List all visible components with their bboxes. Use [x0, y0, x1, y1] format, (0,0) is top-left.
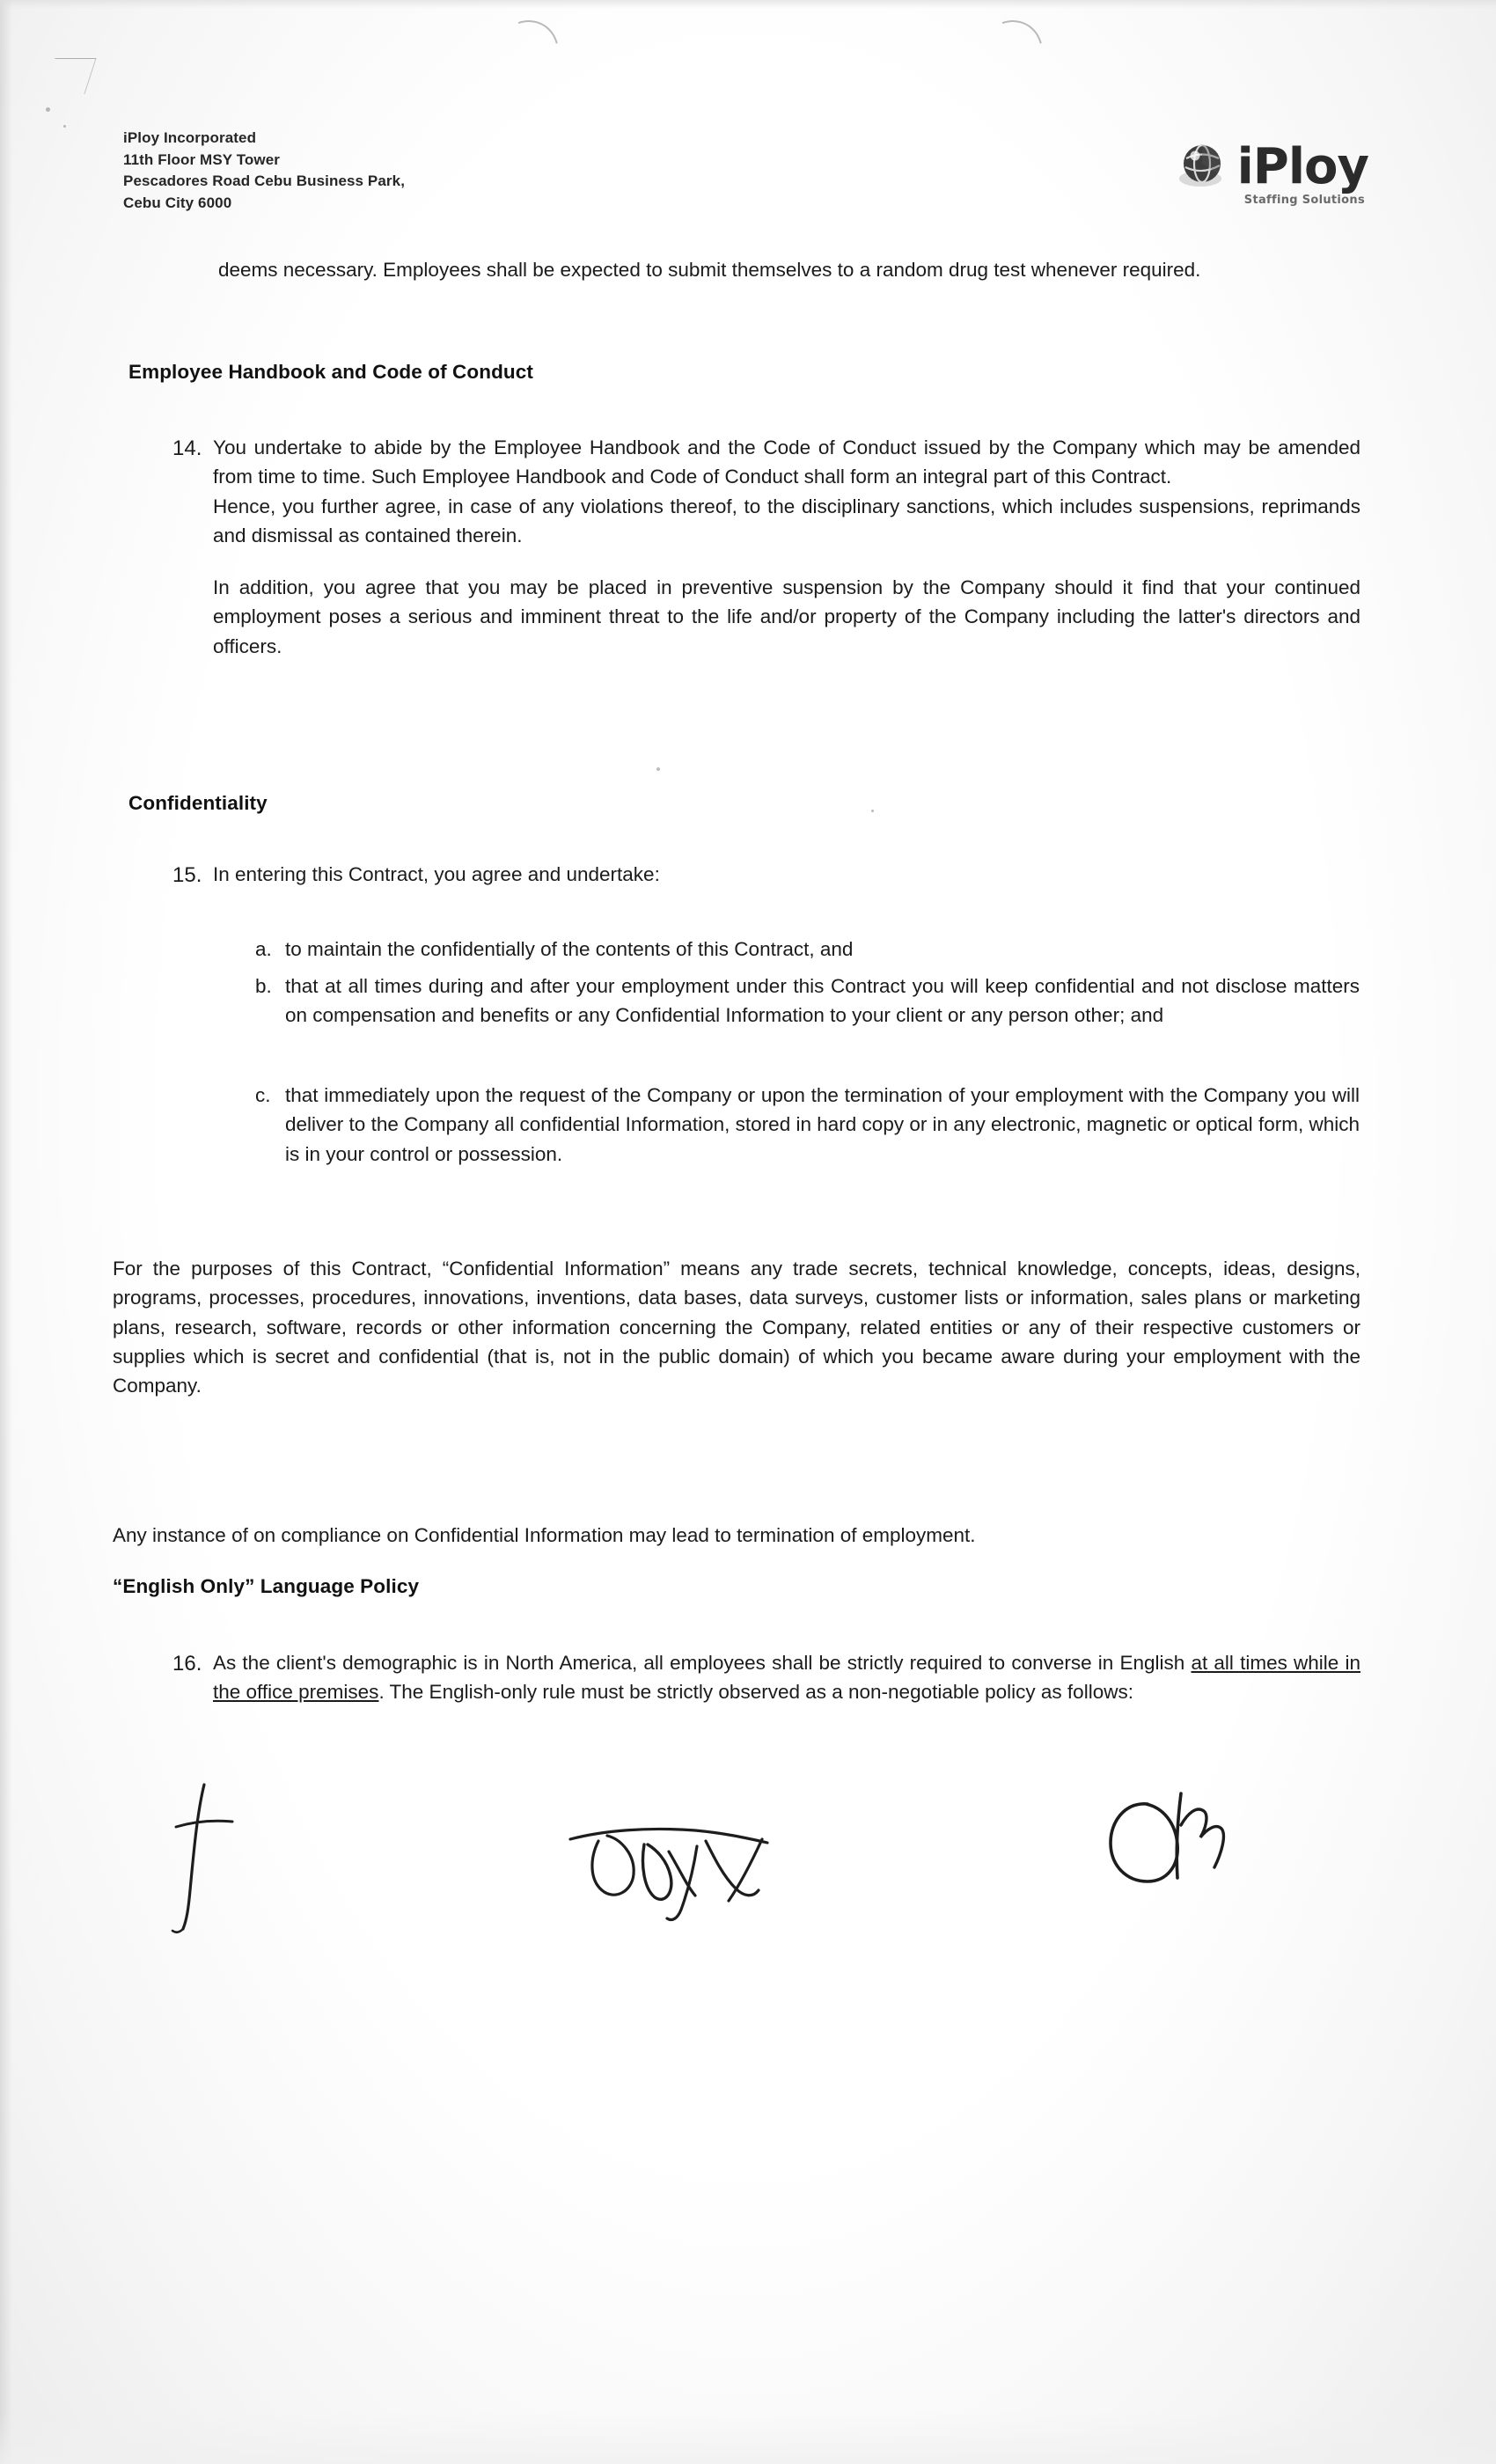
- paragraph-text: For the purposes of this Contract, “Confidential Information” means any trade secrets, technical knowledge, concepts, ideas, designs, programs, processes, procedures, innovations, inventions, data bases, data surveys, customer lists or information, sales plans or marketing plans, research, software, records or other information concerning the Company, related entities or any of their respective customers or supplies which is secret and confidential (that is, not in the public domain) of which you became aware during your employment with the Company.: [113, 1258, 1360, 1397]
- letterhead-line-3: Pescadores Road Cebu Business Park,: [123, 172, 406, 190]
- paragraph-text: to maintain the confidentially of the contents of this Contract, and: [285, 938, 854, 960]
- section-heading-english-only: “English Only” Language Policy: [113, 1575, 420, 1597]
- non-compliance-paragraph: [113, 1521, 1360, 1550]
- paragraph-text: Hence, you further agree, in case of any violations thereof, to the disciplinary sanctions, which includes suspensions, reprimands and dismissal as contained therein.: [213, 495, 1360, 546]
- pencil-arc-artifact: [480, 9, 572, 105]
- section-heading-confidentiality: Confidentiality: [128, 792, 268, 814]
- letterhead-line-4: Cebu City 6000: [123, 194, 232, 211]
- paragraph-text: In addition, you agree that you may be placed in preventive suspension by the Company should it find that your continued employment poses a serious and imminent threat to the life and/or property of the Company including the latter's directors and officers.: [213, 576, 1360, 657]
- paragraph-text: Any instance of on compliance on Confidential Information may lead to termination of employment.: [113, 1524, 976, 1546]
- sub-list-marker: c.: [255, 1084, 271, 1106]
- logo-wordmark: [1236, 138, 1368, 207]
- letterhead-address: [123, 128, 405, 215]
- scan-speck: [656, 767, 660, 771]
- continued-paragraph: [218, 255, 1359, 284]
- sub-list-item-c: [255, 1081, 1360, 1169]
- paragraph-text: In entering this Contract, you agree and undertake:: [213, 863, 660, 885]
- paragraph-text: [213, 1648, 1360, 1707]
- signature-initial-center: [563, 1804, 810, 1927]
- letterhead-line-2: 11th Floor MSY Tower: [123, 150, 281, 168]
- signature-initial-left: [158, 1778, 290, 1936]
- list-item-number: 16.: [172, 1652, 202, 1676]
- scan-edge-top: [0, 0, 1496, 9]
- paragraph-text: that immediately upon the request of the Company or upon the termination of your employment with the Company you will deliver to the Company all confidential Information, stored in hard copy or in any electronic, magnetic or optical form, which is in your control or possession.: [285, 1084, 1360, 1165]
- paragraph-text-part-2: . The English-only rule must be strictly observed as a non-negotiable policy as follows:: [378, 1681, 1133, 1704]
- sub-list-item-a: [255, 935, 1360, 964]
- paragraph-text: that at all times during and after your employment under this Contract you will keep confidential and not disclose matters on compensation and benefits or any Confidential Information to your client or any person other; and: [285, 975, 1360, 1027]
- confidential-information-definition: [113, 1254, 1360, 1400]
- sub-list-marker: b.: [255, 975, 272, 997]
- scan-edge-left: [0, 0, 12, 2464]
- logo-wordmark-text: iPloy: [1236, 138, 1368, 195]
- paragraph-text: You undertake to abide by the Employee Handbook and the Code of Conduct issued by the Company which may be amended from time to time. Such Employee Handbook and Code of Conduct shall form an integral part of this Contract.: [213, 436, 1360, 488]
- scan-edge-bottom: [0, 2411, 1496, 2464]
- paragraph-text-underlined: at all times while in the office premises: [213, 1652, 1360, 1704]
- company-logo: [1176, 132, 1368, 207]
- paragraph-text-part-1: As the client's demographic is in North America, all employees shall be strictly required to converse in English: [213, 1652, 1192, 1674]
- paragraph-text: deems necessary. Employees shall be expected to submit themselves to a random drug test whenever required.: [218, 259, 1201, 281]
- signature-initial-right: [1089, 1786, 1239, 1910]
- sub-list-marker: a.: [255, 938, 272, 960]
- page-corner-fold-artifact: [49, 58, 95, 99]
- globe-icon: [1176, 140, 1230, 194]
- section-heading-employee-handbook: Employee Handbook and Code of Conduct: [128, 361, 533, 383]
- list-item-number: 15.: [172, 863, 202, 887]
- list-item-15: [172, 860, 1360, 891]
- list-item-14: [172, 433, 1360, 661]
- sub-list-item-b: [255, 972, 1360, 1030]
- pencil-arc-artifact: [964, 9, 1056, 105]
- letterhead-line-1: iPloy Incorporated: [123, 129, 257, 146]
- scan-speck: [46, 107, 50, 112]
- scan-speck: [63, 125, 66, 128]
- list-item-16: [172, 1648, 1360, 1707]
- logo-tagline: Staffing Solutions: [1243, 194, 1365, 207]
- list-item-number: 14.: [172, 436, 202, 460]
